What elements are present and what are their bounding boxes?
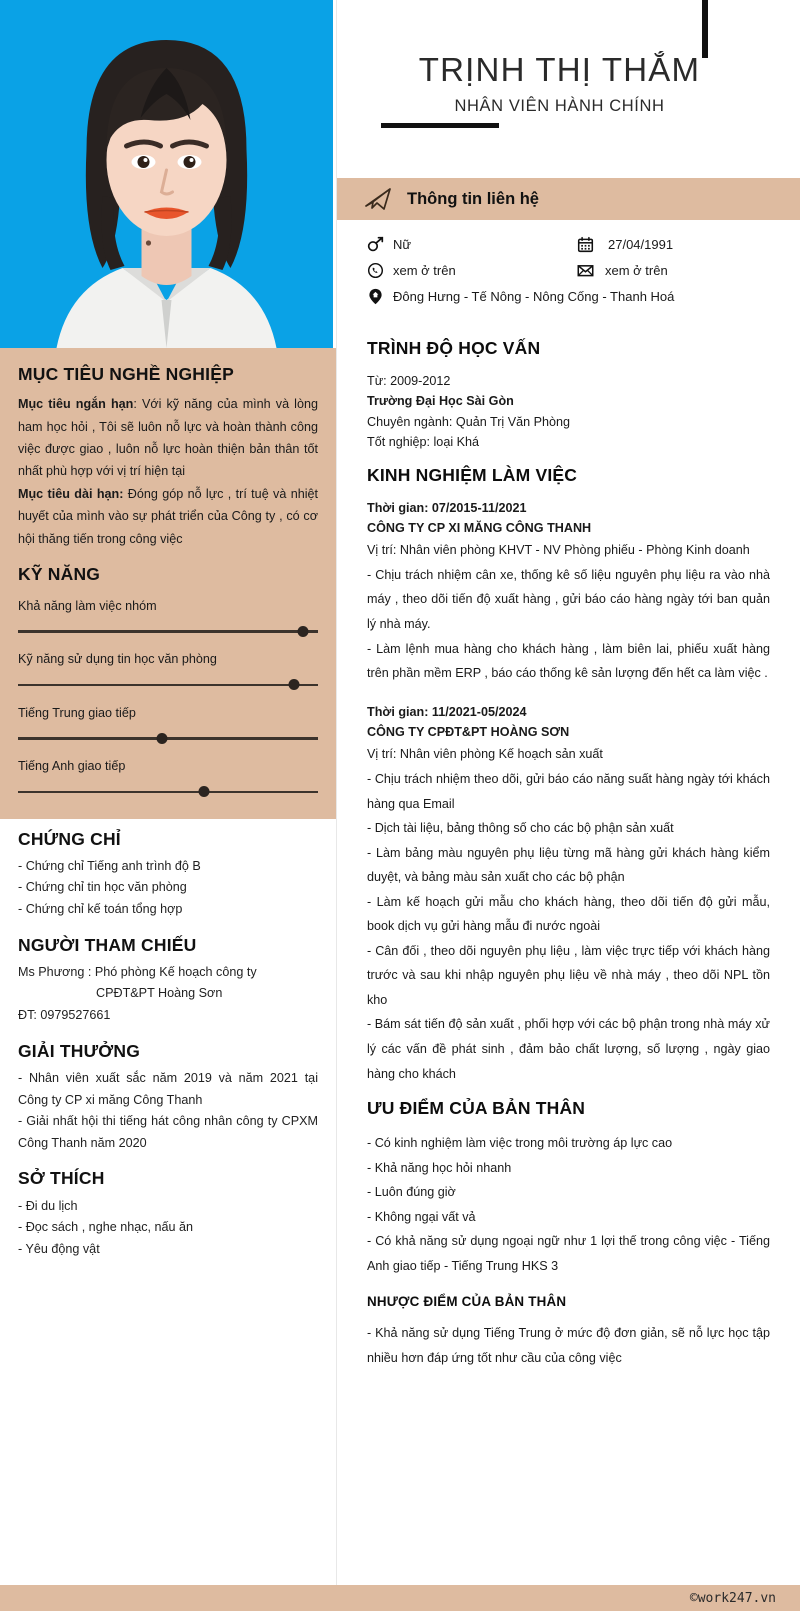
slider-knob[interactable] [199, 786, 210, 797]
job-duty: - Làm kế hoạch gửi mẫu cho khách hàng, theo dõi tiến độ gửi mẫu, book dịch vụ gửi hàng mẫu đi nước ngoài [367, 894, 770, 934]
contact-birthday-value: 27/04/1991 [608, 236, 674, 252]
strengths-title: ƯU ĐIỂM CỦA BẢN THÂN [367, 1098, 586, 1119]
award-item: - Giải nhất hội thi tiếng hát công nhân công ty CPXM Công Thanh năm 2020 [18, 1114, 318, 1150]
phone-icon [367, 262, 384, 279]
strength-item: - Có khả năng sử dụng ngoại ngữ như 1 lợi thế trong công việc - Tiếng Anh giao tiếp - Tiếng Trung HKS 3 [367, 1234, 770, 1273]
education-major: Chuyên ngành: Quản Trị Văn Phòng [367, 414, 571, 429]
hobby-item: - Đọc sách , nghe nhạc, nấu ăn [18, 1220, 194, 1235]
job-company: CÔNG TY CP XI MĂNG CÔNG THANH [367, 520, 592, 535]
experience-job [367, 498, 770, 686]
certificate-item: - Chứng chỉ Tiếng anh trình độ B [18, 858, 201, 873]
objective-and-skills-panel [0, 348, 336, 819]
hobby-item: - Yêu động vật [18, 1241, 100, 1256]
job-period: Thời gian: 11/2021-05/2024 [367, 704, 527, 719]
reference-title: NGƯỜI THAM CHIẾU [18, 934, 197, 955]
slider-knob[interactable] [298, 626, 309, 637]
strength-item: - Có kinh nghiệm làm việc trong môi trường áp lực cao [367, 1136, 673, 1151]
education-school: Trường Đại Học Sài Gòn [367, 394, 514, 409]
slider-track [18, 684, 318, 687]
weaknesses-section [367, 1294, 770, 1370]
job-duty: - Chịu trách nhiệm cân xe, thống kê số liệu nguyên phụ liệu ra vào nhà máy , theo dõi tiến độ xuất hàng , gửi báo cáo hàng ngày tới ban quản lý nhà máy. [367, 567, 770, 631]
certificate-item: - Chứng chỉ kế toán tổng hợp [18, 901, 183, 916]
slider-track [18, 791, 318, 794]
job-duty: - Làm bảng màu nguyên phụ liệu từng mã hàng gửi khách hàng kiểm duyệt, và bảng màu sản xuất cho các bộ phận [367, 845, 770, 885]
skill-slider[interactable] [18, 680, 318, 690]
contact-phone-value: xem ở trên [393, 262, 456, 278]
contact-birthday [577, 236, 673, 253]
objective-short-term-text: : Với kỹ năng của mình và lòng ham học hỏi , Tôi sẽ luôn nỗ lực và hoàn thành công việc được giao , luôn nỗ lực hoàn thiện bản thân tốt nhất phù hợp với vị trí hiện tại [18, 397, 318, 479]
envelope-icon [577, 262, 594, 279]
job-duty: - Chịu trách nhiệm theo dõi, gửi báo cáo năng suất hàng ngày tới khách hàng qua Email [367, 771, 770, 811]
hobbies-section [18, 1168, 318, 1260]
skill-item [18, 705, 318, 743]
experience-section [367, 465, 770, 1087]
job-separator [367, 686, 770, 702]
contact-address-value: Đông Hưng - Tế Nông - Nông Cống - Thanh Hoá [393, 288, 675, 304]
awards-title: GIẢI THƯỞNG [18, 1040, 141, 1061]
weaknesses-title: NHƯỢC ĐIỂM CỦA BẢN THÂN [367, 1294, 567, 1310]
certificate-item: - Chứng chỉ tin học văn phòng [18, 880, 187, 895]
location-pin-icon [367, 288, 384, 305]
contact-address [367, 288, 674, 305]
objective-short-term [18, 393, 318, 483]
objective-long-term-label: Mục tiêu dài hạn: [18, 486, 124, 501]
job-duty: - Dịch tài liệu, bảng thông số cho các bộ phận sản xuất [367, 821, 674, 836]
skill-slider[interactable] [18, 733, 318, 743]
accent-bar [702, 0, 708, 58]
name-header [337, 0, 800, 178]
education-section [367, 338, 770, 453]
job-duty: - Cân đối , theo dõi nguyên phụ liệu , làm việc trực tiếp với khách hàng trước và sau khi nhập nguyên phụ liệu về nhà máy , theo dõi NPL tồn kho [367, 943, 770, 1007]
slider-track [18, 630, 318, 633]
paper-plane-icon [363, 186, 393, 212]
contact-email[interactable] [577, 262, 668, 279]
gender-icon [367, 236, 384, 253]
footer-bar [0, 1585, 800, 1611]
contact-row [367, 236, 770, 253]
strength-item: - Luôn đúng giờ [367, 1185, 456, 1200]
skill-item [18, 651, 318, 689]
experience-title: KINH NGHIỆM LÀM VIỆC [367, 464, 578, 485]
hobby-item: - Đi du lịch [18, 1198, 78, 1213]
slider-knob[interactable] [157, 733, 168, 744]
education-grade: Tốt nghiệp: loại Khá [367, 435, 480, 450]
job-title: NHÂN VIÊN HÀNH CHÍNH [454, 97, 665, 116]
skill-slider[interactable] [18, 787, 318, 797]
slider-track [18, 737, 318, 740]
watermark: ©work247.vn [689, 1590, 776, 1606]
left-white-panel [0, 819, 336, 1585]
skill-item [18, 758, 318, 796]
contact-phone[interactable] [367, 262, 577, 279]
hobbies-title: SỞ THÍCH [18, 1168, 105, 1189]
objective-title: MỤC TIÊU NGHỀ NGHIỆP [18, 364, 234, 384]
award-item: - Nhân viên xuất sắc năm 2019 và năm 2021 tại Công ty CP xi măng Công Thanh [18, 1070, 318, 1107]
strength-item: - Không ngại vất vả [367, 1209, 476, 1224]
reference-line-2: CPĐT&PT Hoàng Sơn [96, 986, 223, 1001]
page-title: TRỊNH THỊ THẮM [418, 51, 701, 88]
slider-knob[interactable] [289, 679, 300, 690]
job-duty: - Bám sát tiến độ sản xuất , phối hợp với các bộ phận trong nhà máy xử lý các vấn đề phát sinh , đảm bảo chất lượng, số lượng , ngày giao hàng cho khách [367, 1017, 770, 1081]
job-period: Thời gian: 07/2015-11/2021 [367, 500, 527, 515]
skill-slider[interactable] [18, 626, 318, 636]
experience-job [367, 702, 770, 1086]
strength-item: - Khả năng học hỏi nhanh [367, 1160, 512, 1175]
weakness-item: - Khả năng sử dụng Tiếng Trung ở mức độ đơn giản, sẽ nỗ lực học tập nhiều hơn đáp ứng tốt như cầu của công việc [367, 1326, 770, 1365]
objective-long-term-text: Đóng góp nỗ lực , trí tuệ và nhiệt huyết của mình vào sự phát triển của Công ty , có cơ hội thăng tiến trong công việc [18, 486, 318, 546]
calendar-icon [577, 236, 594, 253]
contact-email-value: xem ở trên [605, 262, 668, 278]
objective-long-term [18, 483, 318, 550]
skill-label: Kỹ năng sử dụng tin học văn phòng [18, 652, 217, 667]
objective-short-term-label: Mục tiêu ngắn hạn [18, 397, 134, 412]
reference-phone: ĐT: 0979527661 [18, 1008, 111, 1023]
skills-title: KỸ NĂNG [18, 563, 101, 584]
certificates-title: CHỨNG CHỈ [18, 828, 121, 849]
job-company: CÔNG TY CPĐT&PT HOÀNG SƠN [367, 725, 570, 740]
skill-label: Tiếng Anh giao tiếp [18, 759, 126, 774]
contact-gender [367, 236, 577, 253]
left-column [0, 0, 336, 1585]
job-position: Vị trí: Nhân viên phòng KHVT - NV Phòng phiếu - Phòng Kinh doanh [367, 543, 750, 558]
contact-row [367, 262, 770, 279]
skill-label: Khả năng làm việc nhóm [18, 599, 157, 614]
education-period: Từ: 2009-2012 [367, 374, 451, 388]
certificates-list [18, 856, 318, 921]
contact-row [367, 288, 770, 305]
skill-item [18, 598, 318, 636]
certificates-section [18, 829, 318, 921]
reference-line-1: Ms Phương : Phó phòng Kế hoạch công ty [18, 964, 257, 979]
portrait-illustration [0, 0, 333, 348]
reference-section [18, 935, 318, 1027]
strengths-section [367, 1098, 770, 1278]
contact-info-grid [337, 220, 800, 324]
contact-gender-value: Nữ [393, 236, 412, 252]
job-duty: - Làm lệnh mua hàng cho khách hàng , làm biên lai, phiếu xuất hàng trên phần mềm ERP , báo cáo thống kê sản lượng đến hết ca làm việc . [367, 641, 770, 681]
right-column [336, 0, 800, 1585]
skill-label: Tiếng Trung giao tiếp [18, 705, 136, 720]
education-title: TRÌNH ĐỘ HỌC VẤN [367, 338, 541, 358]
awards-section [18, 1041, 318, 1155]
right-main-content [337, 324, 800, 1585]
profile-photo [0, 0, 336, 348]
skills-list [18, 598, 318, 796]
contact-section-title: Thông tin liên hệ [407, 189, 539, 208]
contact-section-bar [337, 178, 800, 220]
title-underline [381, 123, 499, 128]
job-position: Vị trí: Nhân viên phòng Kế hoạch sản xuất [367, 747, 603, 762]
